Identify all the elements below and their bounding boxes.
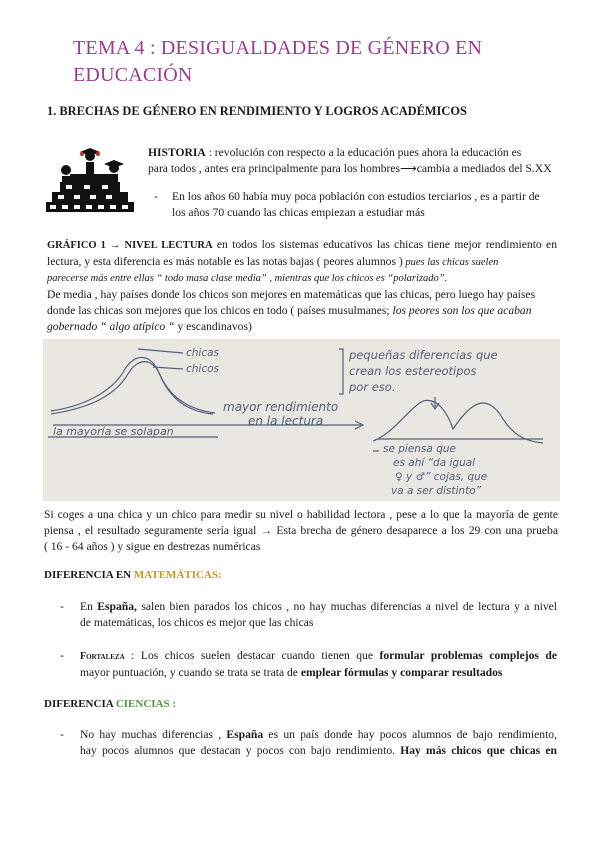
coges-paragraph: Si coges a una chica y un chico para medir su nivel o habilidad lectora , pese a lo que la mayoría de gente piensa , el resultado seguramente sería igual → Esta brecha de género desaparece a los 29 con una prueba ( 16 - 64 años ) y sigue en destrezas numéricas: [44, 508, 558, 553]
sketch-label-sp1: se piensa que: [383, 443, 456, 455]
sketch-label-peq3: por eso.: [349, 380, 396, 394]
sketch-label-sp4: va a ser distinto”: [391, 485, 482, 497]
mat-bullet-2: - Fortaleza : Los chicos suelen destacar cuando tienen que formular problemas complejos de mayor puntuación, y cuando se trata se trata de emplear fórmulas y comparar resultados: [60, 649, 557, 679]
section-heading: 1. BRECHAS DE GÉNERO EN RENDIMIENTO Y LOGROS ACADÉMICOS: [47, 104, 467, 118]
sketch-label-mayoria: la mayoría se solapan: [53, 425, 174, 438]
page-title: TEMA 4 : DESIGUALDADES DE GÉNERO EN EDUCACIÓN: [73, 37, 483, 86]
sketch-label-lectura: en la lectura: [248, 414, 324, 428]
historia-bullet: - En los años 60 había muy poca población con estudios terciarios , es a partir de los años 70 cuando las chicas empiezan a estudiar más: [154, 190, 540, 219]
sketch-label-sp3: ♀ y ♂” cojas, que: [395, 471, 488, 483]
cien-heading: DIFERENCIA CIENCIAS :: [44, 698, 177, 710]
sketch-label-sp2: es ahí “da igual: [393, 457, 476, 469]
sketch-label-peq2: crean los estereotipos: [349, 364, 477, 378]
historia-line-2: para todos , antes era principalmente para los hombres⟶cambia a mediados del S.XX: [148, 162, 552, 175]
mat-heading: DIFERENCIA EN MATEMÁTICAS:: [44, 569, 222, 581]
historia-line-1: HISTORIA : revolución con respecto a la educación pues ahora la educación es: [148, 146, 522, 159]
sketch-label-mayor: mayor rendimiento: [223, 400, 339, 414]
education-icon: [44, 148, 136, 214]
sketch-label-chicos: chicos: [186, 363, 220, 375]
mat-bullet-1: - En España, salen bien parados los chicos , no hay muchas diferencias a nivel de lectura y a nivel de matemáticas, los chicos es mejor que las chicas: [60, 600, 557, 629]
sketch-label-peq1: pequeñas diferencias que: [349, 348, 498, 362]
grafico-paragraph: GRÁFICO 1 → NIVEL LECTURA en todos los sistemas educativos las chicas tiene mejor rendimiento en lectura, y esta diferencia es más notable es las notas bajas ( peores alumnos ) pues las chicas suelen parecerse más entre ellas “ todo masa clase media” , mientras que los chicos es “polarizado”. De media , hay países donde los chicos son mejores en matemáticas que las chicas, pero luego hay países donde las chicas son mejores que los chicos en todo ( países musulmanes; los peores son los que acaban gobernado “ algo atípico “ y escandinavos): [47, 238, 557, 333]
sketch-label-chicas: chicas: [186, 347, 220, 359]
hand-drawn-sketch: [43, 339, 560, 501]
cien-bullet-1: - No hay muchas diferencias , España es un país donde hay pocos alumnos de bajo rendimiento, hay pocos alumnos que destacan y pocos con bajo rendimiento. Hay más chicos que chicas en: [60, 728, 557, 757]
